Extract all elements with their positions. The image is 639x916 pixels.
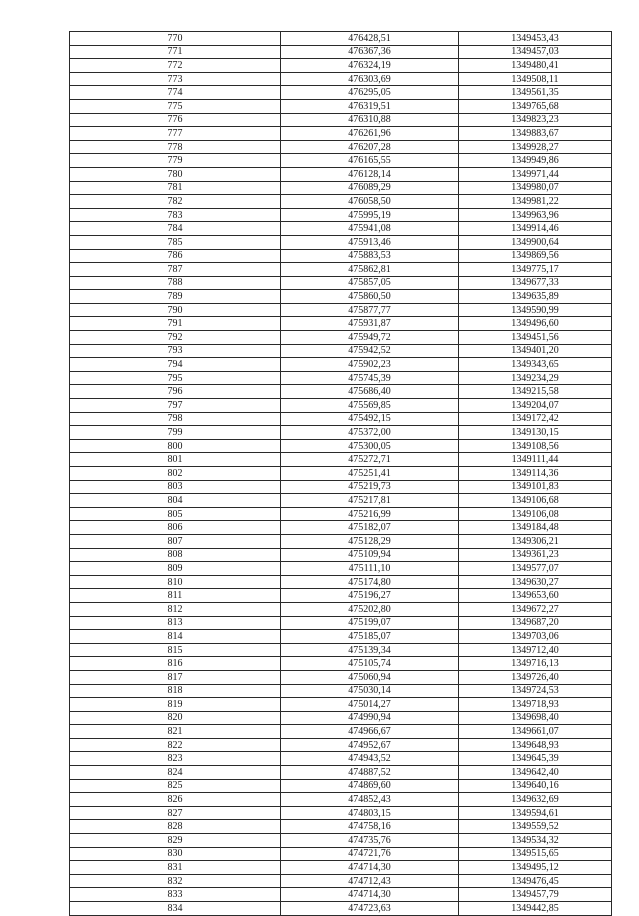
coordinates-table: [69, 31, 612, 916]
table-row: [70, 86, 612, 100]
point-number-cell: 822: [70, 738, 281, 752]
y-coordinate-cell: 1349642,40: [459, 766, 612, 780]
table-row: [70, 575, 612, 589]
point-number-cell: 819: [70, 698, 281, 712]
coordinates-table-body: [70, 32, 612, 916]
point-number-cell: 832: [70, 874, 281, 888]
x-coordinate-cell: 476261,96: [281, 127, 459, 141]
x-coordinate-cell: 475109,94: [281, 548, 459, 562]
point-number-cell: 791: [70, 317, 281, 331]
table-row: [70, 113, 612, 127]
y-coordinate-cell: 1349361,23: [459, 548, 612, 562]
table-row: [70, 548, 612, 562]
y-coordinate-cell: 1349672,27: [459, 602, 612, 616]
table-row: [70, 616, 612, 630]
point-number-cell: 790: [70, 303, 281, 317]
point-number-cell: 831: [70, 861, 281, 875]
point-number-cell: 811: [70, 589, 281, 603]
table-row: [70, 711, 612, 725]
x-coordinate-cell: 476128,14: [281, 167, 459, 181]
y-coordinate-cell: 1349928,27: [459, 140, 612, 154]
table-row: [70, 806, 612, 820]
table-row: [70, 140, 612, 154]
point-number-cell: 825: [70, 779, 281, 793]
x-coordinate-cell: 474943,52: [281, 752, 459, 766]
point-number-cell: 812: [70, 602, 281, 616]
point-number-cell: 772: [70, 59, 281, 73]
table-row: [70, 439, 612, 453]
table-row: [70, 589, 612, 603]
y-coordinate-cell: 1349900,64: [459, 235, 612, 249]
x-coordinate-cell: 475300,05: [281, 439, 459, 453]
x-coordinate-cell: 476303,69: [281, 72, 459, 86]
table-row: [70, 670, 612, 684]
y-coordinate-cell: 1349971,44: [459, 167, 612, 181]
table-row: [70, 847, 612, 861]
table-row: [70, 888, 612, 902]
point-number-cell: 824: [70, 766, 281, 780]
x-coordinate-cell: 474721,76: [281, 847, 459, 861]
y-coordinate-cell: 1349172,42: [459, 412, 612, 426]
point-number-cell: 778: [70, 140, 281, 154]
x-coordinate-cell: 475105,74: [281, 657, 459, 671]
x-coordinate-cell: 475030,14: [281, 684, 459, 698]
table-row: [70, 453, 612, 467]
table-row: [70, 766, 612, 780]
point-number-cell: 798: [70, 412, 281, 426]
x-coordinate-cell: 476324,19: [281, 59, 459, 73]
x-coordinate-cell: 475686,40: [281, 385, 459, 399]
point-number-cell: 807: [70, 534, 281, 548]
x-coordinate-cell: 475216,99: [281, 507, 459, 521]
y-coordinate-cell: 1349561,35: [459, 86, 612, 100]
x-coordinate-cell: 474723,63: [281, 902, 459, 916]
x-coordinate-cell: 475862,81: [281, 263, 459, 277]
y-coordinate-cell: 1349480,41: [459, 59, 612, 73]
x-coordinate-cell: 475185,07: [281, 630, 459, 644]
point-number-cell: 783: [70, 208, 281, 222]
point-number-cell: 802: [70, 467, 281, 481]
x-coordinate-cell: 476089,29: [281, 181, 459, 195]
table-row: [70, 59, 612, 73]
table-row: [70, 249, 612, 263]
y-coordinate-cell: 1349451,56: [459, 331, 612, 345]
x-coordinate-cell: 475217,81: [281, 494, 459, 508]
point-number-cell: 809: [70, 562, 281, 576]
y-coordinate-cell: 1349101,83: [459, 480, 612, 494]
x-coordinate-cell: 474714,30: [281, 861, 459, 875]
point-number-cell: 770: [70, 32, 281, 46]
table-row: [70, 344, 612, 358]
x-coordinate-cell: 474735,76: [281, 834, 459, 848]
y-coordinate-cell: 1349718,93: [459, 698, 612, 712]
table-row: [70, 698, 612, 712]
table-row: [70, 793, 612, 807]
y-coordinate-cell: 1349457,79: [459, 888, 612, 902]
table-row: [70, 874, 612, 888]
point-number-cell: 771: [70, 45, 281, 59]
y-coordinate-cell: 1349716,13: [459, 657, 612, 671]
y-coordinate-cell: 1349306,21: [459, 534, 612, 548]
y-coordinate-cell: 1349632,69: [459, 793, 612, 807]
x-coordinate-cell: 476165,55: [281, 154, 459, 168]
point-number-cell: 803: [70, 480, 281, 494]
x-coordinate-cell: 475014,27: [281, 698, 459, 712]
point-number-cell: 777: [70, 127, 281, 141]
point-number-cell: 782: [70, 195, 281, 209]
y-coordinate-cell: 1349823,23: [459, 113, 612, 127]
y-coordinate-cell: 1349401,20: [459, 344, 612, 358]
x-coordinate-cell: 474714,30: [281, 888, 459, 902]
table-row: [70, 426, 612, 440]
table-row: [70, 99, 612, 113]
point-number-cell: 830: [70, 847, 281, 861]
point-number-cell: 788: [70, 276, 281, 290]
x-coordinate-cell: 475272,71: [281, 453, 459, 467]
point-number-cell: 779: [70, 154, 281, 168]
table-row: [70, 290, 612, 304]
y-coordinate-cell: 1349184,48: [459, 521, 612, 535]
x-coordinate-cell: 475569,85: [281, 399, 459, 413]
x-coordinate-cell: 475949,72: [281, 331, 459, 345]
point-number-cell: 789: [70, 290, 281, 304]
point-number-cell: 799: [70, 426, 281, 440]
table-row: [70, 602, 612, 616]
x-coordinate-cell: 474887,52: [281, 766, 459, 780]
point-number-cell: 787: [70, 263, 281, 277]
y-coordinate-cell: 1349130,15: [459, 426, 612, 440]
point-number-cell: 781: [70, 181, 281, 195]
table-row: [70, 222, 612, 236]
table-row: [70, 45, 612, 59]
table-row: [70, 630, 612, 644]
x-coordinate-cell: 475060,94: [281, 670, 459, 684]
point-number-cell: 806: [70, 521, 281, 535]
y-coordinate-cell: 1349508,11: [459, 72, 612, 86]
y-coordinate-cell: 1349343,65: [459, 358, 612, 372]
y-coordinate-cell: 1349476,45: [459, 874, 612, 888]
y-coordinate-cell: 1349661,07: [459, 725, 612, 739]
y-coordinate-cell: 1349442,85: [459, 902, 612, 916]
y-coordinate-cell: 1349635,89: [459, 290, 612, 304]
table-row: [70, 276, 612, 290]
table-row: [70, 263, 612, 277]
y-coordinate-cell: 1349648,93: [459, 738, 612, 752]
x-coordinate-cell: 475251,41: [281, 467, 459, 481]
y-coordinate-cell: 1349108,56: [459, 439, 612, 453]
y-coordinate-cell: 1349594,61: [459, 806, 612, 820]
y-coordinate-cell: 1349640,16: [459, 779, 612, 793]
x-coordinate-cell: 476319,51: [281, 99, 459, 113]
point-number-cell: 804: [70, 494, 281, 508]
y-coordinate-cell: 1349453,43: [459, 32, 612, 46]
y-coordinate-cell: 1349687,20: [459, 616, 612, 630]
point-number-cell: 785: [70, 235, 281, 249]
y-coordinate-cell: 1349765,68: [459, 99, 612, 113]
point-number-cell: 828: [70, 820, 281, 834]
point-number-cell: 833: [70, 888, 281, 902]
table-row: [70, 317, 612, 331]
table-row: [70, 480, 612, 494]
x-coordinate-cell: 475492,15: [281, 412, 459, 426]
y-coordinate-cell: 1349534,32: [459, 834, 612, 848]
x-coordinate-cell: 476207,28: [281, 140, 459, 154]
y-coordinate-cell: 1349703,06: [459, 630, 612, 644]
x-coordinate-cell: 475196,27: [281, 589, 459, 603]
point-number-cell: 797: [70, 399, 281, 413]
table-row: [70, 507, 612, 521]
table-row: [70, 521, 612, 535]
point-number-cell: 817: [70, 670, 281, 684]
table-row: [70, 494, 612, 508]
point-number-cell: 810: [70, 575, 281, 589]
table-row: [70, 643, 612, 657]
y-coordinate-cell: 1349653,60: [459, 589, 612, 603]
x-coordinate-cell: 475942,52: [281, 344, 459, 358]
table-row: [70, 303, 612, 317]
x-coordinate-cell: 475857,05: [281, 276, 459, 290]
y-coordinate-cell: 1349577,07: [459, 562, 612, 576]
table-row: [70, 32, 612, 46]
point-number-cell: 829: [70, 834, 281, 848]
table-row: [70, 725, 612, 739]
table-row: [70, 167, 612, 181]
point-number-cell: 774: [70, 86, 281, 100]
y-coordinate-cell: 1349495,12: [459, 861, 612, 875]
y-coordinate-cell: 1349698,40: [459, 711, 612, 725]
x-coordinate-cell: 474803,15: [281, 806, 459, 820]
x-coordinate-cell: 474990,94: [281, 711, 459, 725]
point-number-cell: 795: [70, 371, 281, 385]
y-coordinate-cell: 1349869,56: [459, 249, 612, 263]
point-number-cell: 815: [70, 643, 281, 657]
x-coordinate-cell: 476367,36: [281, 45, 459, 59]
y-coordinate-cell: 1349775,17: [459, 263, 612, 277]
point-number-cell: 826: [70, 793, 281, 807]
y-coordinate-cell: 1349515,65: [459, 847, 612, 861]
x-coordinate-cell: 476428,51: [281, 32, 459, 46]
x-coordinate-cell: 474852,43: [281, 793, 459, 807]
x-coordinate-cell: 475941,08: [281, 222, 459, 236]
y-coordinate-cell: 1349114,36: [459, 467, 612, 481]
x-coordinate-cell: 475902,23: [281, 358, 459, 372]
table-row: [70, 72, 612, 86]
table-row: [70, 399, 612, 413]
y-coordinate-cell: 1349106,08: [459, 507, 612, 521]
point-number-cell: 775: [70, 99, 281, 113]
table-row: [70, 534, 612, 548]
x-coordinate-cell: 476295,05: [281, 86, 459, 100]
y-coordinate-cell: 1349883,67: [459, 127, 612, 141]
x-coordinate-cell: 475202,80: [281, 602, 459, 616]
table-row: [70, 834, 612, 848]
table-row: [70, 358, 612, 372]
x-coordinate-cell: 475219,73: [281, 480, 459, 494]
x-coordinate-cell: 475182,07: [281, 521, 459, 535]
x-coordinate-cell: 475883,53: [281, 249, 459, 263]
y-coordinate-cell: 1349111,44: [459, 453, 612, 467]
table-row: [70, 127, 612, 141]
x-coordinate-cell: 475174,80: [281, 575, 459, 589]
table-row: [70, 752, 612, 766]
x-coordinate-cell: 475372,00: [281, 426, 459, 440]
y-coordinate-cell: 1349677,33: [459, 276, 612, 290]
table-row: [70, 820, 612, 834]
table-row: [70, 412, 612, 426]
y-coordinate-cell: 1349645,39: [459, 752, 612, 766]
table-row: [70, 657, 612, 671]
y-coordinate-cell: 1349981,22: [459, 195, 612, 209]
x-coordinate-cell: 476058,50: [281, 195, 459, 209]
y-coordinate-cell: 1349559,52: [459, 820, 612, 834]
table-row: [70, 467, 612, 481]
x-coordinate-cell: 475877,77: [281, 303, 459, 317]
y-coordinate-cell: 1349712,40: [459, 643, 612, 657]
table-row: [70, 331, 612, 345]
point-number-cell: 796: [70, 385, 281, 399]
x-coordinate-cell: 474966,67: [281, 725, 459, 739]
point-number-cell: 814: [70, 630, 281, 644]
table-row: [70, 235, 612, 249]
x-coordinate-cell: 476310,88: [281, 113, 459, 127]
y-coordinate-cell: 1349724,53: [459, 684, 612, 698]
point-number-cell: 784: [70, 222, 281, 236]
point-number-cell: 793: [70, 344, 281, 358]
point-number-cell: 792: [70, 331, 281, 345]
x-coordinate-cell: 475860,50: [281, 290, 459, 304]
x-coordinate-cell: 474869,60: [281, 779, 459, 793]
table-row: [70, 562, 612, 576]
x-coordinate-cell: 475913,46: [281, 235, 459, 249]
point-number-cell: 805: [70, 507, 281, 521]
point-number-cell: 820: [70, 711, 281, 725]
table-row: [70, 738, 612, 752]
y-coordinate-cell: 1349457,03: [459, 45, 612, 59]
x-coordinate-cell: 475931,87: [281, 317, 459, 331]
table-row: [70, 154, 612, 168]
table-row: [70, 385, 612, 399]
x-coordinate-cell: 475995,19: [281, 208, 459, 222]
y-coordinate-cell: 1349963,96: [459, 208, 612, 222]
point-number-cell: 794: [70, 358, 281, 372]
table-row: [70, 684, 612, 698]
x-coordinate-cell: 475199,07: [281, 616, 459, 630]
x-coordinate-cell: 475128,29: [281, 534, 459, 548]
point-number-cell: 773: [70, 72, 281, 86]
y-coordinate-cell: 1349215,58: [459, 385, 612, 399]
point-number-cell: 827: [70, 806, 281, 820]
point-number-cell: 813: [70, 616, 281, 630]
y-coordinate-cell: 1349914,46: [459, 222, 612, 236]
point-number-cell: 834: [70, 902, 281, 916]
y-coordinate-cell: 1349496,60: [459, 317, 612, 331]
point-number-cell: 801: [70, 453, 281, 467]
table-row: [70, 181, 612, 195]
point-number-cell: 780: [70, 167, 281, 181]
point-number-cell: 800: [70, 439, 281, 453]
x-coordinate-cell: 475139,34: [281, 643, 459, 657]
point-number-cell: 818: [70, 684, 281, 698]
point-number-cell: 821: [70, 725, 281, 739]
x-coordinate-cell: 475111,10: [281, 562, 459, 576]
table-row: [70, 208, 612, 222]
x-coordinate-cell: 474712,43: [281, 874, 459, 888]
point-number-cell: 816: [70, 657, 281, 671]
point-number-cell: 823: [70, 752, 281, 766]
y-coordinate-cell: 1349980,07: [459, 181, 612, 195]
table-row: [70, 779, 612, 793]
y-coordinate-cell: 1349234,29: [459, 371, 612, 385]
table-row: [70, 195, 612, 209]
y-coordinate-cell: 1349204,07: [459, 399, 612, 413]
x-coordinate-cell: 475745,39: [281, 371, 459, 385]
y-coordinate-cell: 1349630,27: [459, 575, 612, 589]
x-coordinate-cell: 474758,16: [281, 820, 459, 834]
point-number-cell: 776: [70, 113, 281, 127]
point-number-cell: 786: [70, 249, 281, 263]
y-coordinate-cell: 1349106,68: [459, 494, 612, 508]
table-row: [70, 902, 612, 916]
table-row: [70, 861, 612, 875]
y-coordinate-cell: 1349726,40: [459, 670, 612, 684]
table-row: [70, 371, 612, 385]
x-coordinate-cell: 474952,67: [281, 738, 459, 752]
y-coordinate-cell: 1349949,86: [459, 154, 612, 168]
y-coordinate-cell: 1349590,99: [459, 303, 612, 317]
point-number-cell: 808: [70, 548, 281, 562]
